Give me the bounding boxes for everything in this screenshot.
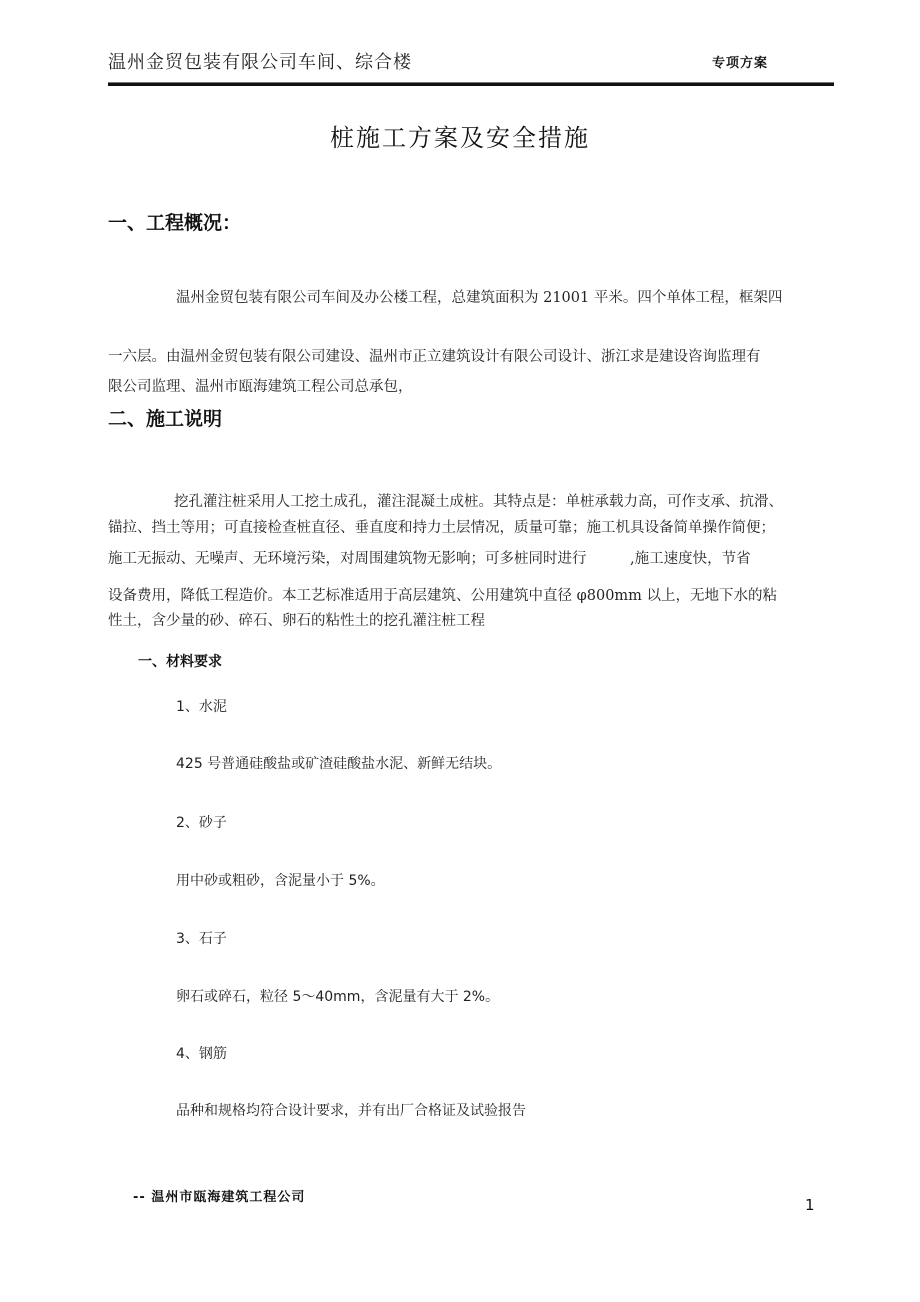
material-4-label: 4、钢筋 (176, 1046, 227, 1062)
header-doc-type: 专项方案 (712, 56, 769, 71)
construction-line-1: 挖孔灌注桩采用人工挖土成孔，灌注混凝土成桩。其特点是：单桩承载力高，可作支承、抗滑、 (174, 494, 783, 510)
material-4-text: 品种和规格均符合设计要求，并有出厂合格证及试验报告 (176, 1103, 526, 1119)
material-2-text: 用中砂或粗砂，含泥量小于 5%。 (176, 873, 385, 889)
header-rule (108, 82, 834, 86)
material-1-label: 1、水泥 (176, 699, 227, 715)
section-heading-overview: 一、工程概况： (108, 212, 242, 234)
material-3-text: 卵石或碎石，粒径 5～40mm，含泥量有大于 2%。 (176, 989, 500, 1005)
overview-line-2: 一六层。由温州金贸包装有限公司建设、温州市正立建筑设计有限公司设计、浙江求是建设咨询监理有 (108, 349, 761, 365)
construction-line-5: 性土，含少量的砂、碎石、卵石的粘性土的挖孔灌注桩工程 (108, 613, 485, 629)
header-project-name: 温州金贸包装有限公司车间、综合楼 (108, 52, 412, 73)
materials-heading: 一、材料要求 (138, 654, 222, 670)
footer-company: -- 温州市瓯海建筑工程公司 (133, 1190, 306, 1205)
page-number: 1 (805, 1196, 815, 1214)
construction-line-2: 锚拉、挡土等用；可直接检查桩直径、垂直度和持力土层情况，质量可靠；施工机具设备简单操作简便； (108, 520, 775, 536)
overview-line-3: 限公司监理、温州市瓯海建筑工程公司总承包， (108, 379, 413, 395)
construction-line-4: 设备费用，降低工程造价。本工艺标准适用于高层建筑、公用建筑中直径 φ800mm 以上，无地下水的粘 (108, 588, 778, 604)
document-title: 桩施工方案及安全措施 (330, 124, 590, 152)
overview-line-1: 温州金贸包装有限公司车间及办公楼工程，总建筑面积为 21001 平米。四个单体工程，框架四 (176, 290, 783, 306)
construction-line-3: 施工无振动、无噪声、无环境污染，对周围建筑物无影响；可多桩同时进行 ,施工速度快，节省 (108, 551, 751, 567)
material-1-text: 425 号普通硅酸盐或矿渣硅酸盐水泥、新鲜无结块。 (176, 756, 502, 772)
material-2-label: 2、砂子 (176, 815, 227, 831)
material-3-label: 3、石子 (176, 931, 227, 947)
section-heading-construction: 二、施工说明 (108, 408, 223, 430)
